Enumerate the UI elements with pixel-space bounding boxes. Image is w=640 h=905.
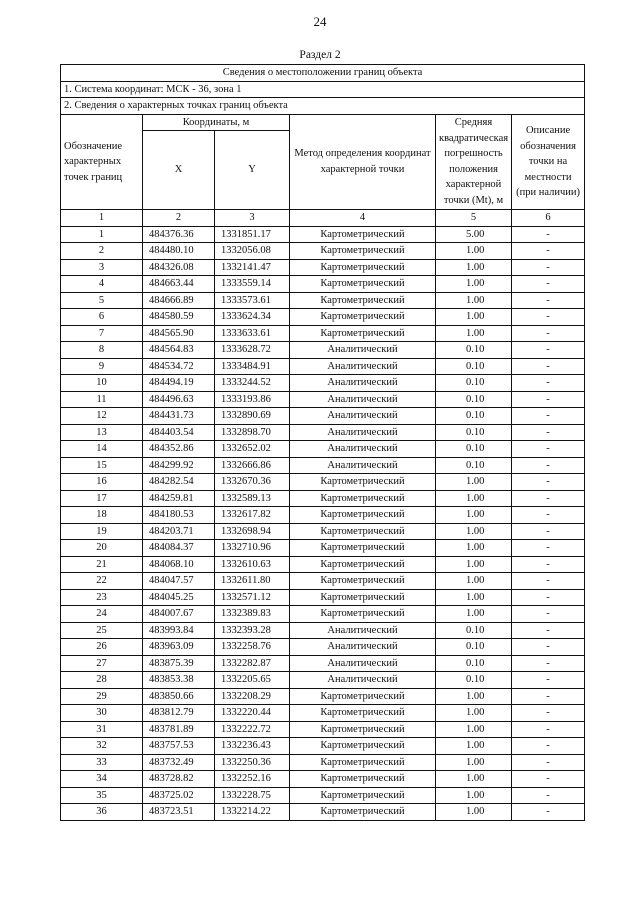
mean-error: 0.10 xyxy=(436,375,512,392)
table-row xyxy=(61,358,585,375)
header-y: Y xyxy=(215,131,290,210)
coord-y: 1332208.29 xyxy=(215,688,290,705)
table-row xyxy=(61,672,585,689)
point-number: 19 xyxy=(61,523,143,540)
point-number: 12 xyxy=(61,408,143,425)
description: - xyxy=(512,358,585,375)
point-number: 13 xyxy=(61,424,143,441)
table-row xyxy=(61,408,585,425)
description: - xyxy=(512,391,585,408)
mean-error: 1.00 xyxy=(436,325,512,342)
mean-error: 1.00 xyxy=(436,721,512,738)
coord-x: 484352.86 xyxy=(143,441,215,458)
table-row xyxy=(61,705,585,722)
description: - xyxy=(512,259,585,276)
table-row xyxy=(61,490,585,507)
coord-x: 484580.59 xyxy=(143,309,215,326)
coordinate-system: 1. Система координат: МСК - 36, зона 1 xyxy=(61,81,585,98)
coord-x: 484047.57 xyxy=(143,573,215,590)
description: - xyxy=(512,589,585,606)
section-title: Раздел 2 xyxy=(299,49,341,61)
coord-x: 483853.38 xyxy=(143,672,215,689)
coord-x: 484282.54 xyxy=(143,474,215,491)
coord-x: 483725.02 xyxy=(143,787,215,804)
method: Аналитический xyxy=(290,375,436,392)
coord-x: 484403.54 xyxy=(143,424,215,441)
coord-x: 484180.53 xyxy=(143,507,215,524)
table-row xyxy=(61,787,585,804)
coord-y: 1332710.96 xyxy=(215,540,290,557)
point-number: 26 xyxy=(61,639,143,656)
coord-y: 1332571.12 xyxy=(215,589,290,606)
coord-y: 1332652.02 xyxy=(215,441,290,458)
method: Картометрический xyxy=(290,804,436,821)
point-number: 36 xyxy=(61,804,143,821)
mean-error: 1.00 xyxy=(436,738,512,755)
method: Аналитический xyxy=(290,655,436,672)
method: Аналитический xyxy=(290,441,436,458)
method: Картометрический xyxy=(290,243,436,260)
mean-error: 0.10 xyxy=(436,457,512,474)
table-row xyxy=(61,474,585,491)
point-number: 15 xyxy=(61,457,143,474)
points-heading: 2. Сведения о характерных точках границ объекта xyxy=(61,98,585,115)
description: - xyxy=(512,292,585,309)
coord-y: 1333624.34 xyxy=(215,309,290,326)
coord-y: 1332250.36 xyxy=(215,754,290,771)
table-row xyxy=(61,243,585,260)
point-number: 34 xyxy=(61,771,143,788)
method: Картометрический xyxy=(290,474,436,491)
description: - xyxy=(512,523,585,540)
table-row xyxy=(61,573,585,590)
point-number: 1 xyxy=(61,226,143,243)
coord-y: 1332222.72 xyxy=(215,721,290,738)
point-number: 7 xyxy=(61,325,143,342)
method: Картометрический xyxy=(290,771,436,788)
coord-y: 1332258.76 xyxy=(215,639,290,656)
method: Картометрический xyxy=(290,523,436,540)
column-number: 6 xyxy=(512,210,585,227)
point-number: 2 xyxy=(61,243,143,260)
mean-error: 0.10 xyxy=(436,655,512,672)
coord-x: 484565.90 xyxy=(143,325,215,342)
point-number: 35 xyxy=(61,787,143,804)
description: - xyxy=(512,424,585,441)
method: Картометрический xyxy=(290,556,436,573)
column-number: 3 xyxy=(215,210,290,227)
coord-y: 1331851.17 xyxy=(215,226,290,243)
coord-x: 483875.39 xyxy=(143,655,215,672)
table-row xyxy=(61,622,585,639)
point-number: 20 xyxy=(61,540,143,557)
mean-error: 1.00 xyxy=(436,589,512,606)
description: - xyxy=(512,705,585,722)
table-row xyxy=(61,639,585,656)
method: Картометрический xyxy=(290,754,436,771)
point-number: 3 xyxy=(61,259,143,276)
coord-x: 484259.81 xyxy=(143,490,215,507)
coord-y: 1332282.87 xyxy=(215,655,290,672)
coord-y: 1332898.70 xyxy=(215,424,290,441)
description: - xyxy=(512,787,585,804)
coord-x: 484376.36 xyxy=(143,226,215,243)
method: Картометрический xyxy=(290,606,436,623)
point-number: 9 xyxy=(61,358,143,375)
coord-y: 1332056.08 xyxy=(215,243,290,260)
table-row xyxy=(61,688,585,705)
coord-x: 484203.71 xyxy=(143,523,215,540)
coord-x: 483723.51 xyxy=(143,804,215,821)
coord-y: 1333244.52 xyxy=(215,375,290,392)
point-number: 33 xyxy=(61,754,143,771)
mean-error: 0.10 xyxy=(436,358,512,375)
method: Картометрический xyxy=(290,705,436,722)
coord-y: 1332890.69 xyxy=(215,408,290,425)
coord-x: 484494.19 xyxy=(143,375,215,392)
description: - xyxy=(512,490,585,507)
coord-x: 483757.53 xyxy=(143,738,215,755)
description: - xyxy=(512,507,585,524)
mean-error: 0.10 xyxy=(436,622,512,639)
description: - xyxy=(512,375,585,392)
coord-y: 1332228.75 xyxy=(215,787,290,804)
description: - xyxy=(512,688,585,705)
point-number: 29 xyxy=(61,688,143,705)
method: Аналитический xyxy=(290,639,436,656)
coord-y: 1332589.13 xyxy=(215,490,290,507)
table-row xyxy=(61,259,585,276)
coord-x: 484326.08 xyxy=(143,259,215,276)
method: Аналитический xyxy=(290,408,436,425)
coord-y: 1333484.91 xyxy=(215,358,290,375)
description: - xyxy=(512,457,585,474)
mean-error: 1.00 xyxy=(436,705,512,722)
coord-y: 1332236.43 xyxy=(215,738,290,755)
mean-error: 1.00 xyxy=(436,523,512,540)
method: Аналитический xyxy=(290,622,436,639)
table-row xyxy=(61,309,585,326)
mean-error: 5.00 xyxy=(436,226,512,243)
point-number: 16 xyxy=(61,474,143,491)
table-row xyxy=(61,771,585,788)
method: Аналитический xyxy=(290,358,436,375)
description: - xyxy=(512,342,585,359)
method: Картометрический xyxy=(290,325,436,342)
table-row xyxy=(61,523,585,540)
table-row xyxy=(61,540,585,557)
mean-error: 1.00 xyxy=(436,540,512,557)
page-number: 24 xyxy=(313,14,327,29)
description: - xyxy=(512,325,585,342)
point-number: 18 xyxy=(61,507,143,524)
column-number: 1 xyxy=(61,210,143,227)
mean-error: 0.10 xyxy=(436,672,512,689)
description: - xyxy=(512,771,585,788)
description: - xyxy=(512,441,585,458)
header-description: Описание обозначения точки на местности (при наличии) xyxy=(512,114,585,210)
header-error: Средняя квадратическая погрешность положения характерной точки (Mt), м xyxy=(436,114,512,210)
table-row xyxy=(61,276,585,293)
method: Картометрический xyxy=(290,259,436,276)
method: Картометрический xyxy=(290,276,436,293)
mean-error: 0.10 xyxy=(436,342,512,359)
mean-error: 1.00 xyxy=(436,556,512,573)
coord-x: 483728.82 xyxy=(143,771,215,788)
table-row xyxy=(61,507,585,524)
mean-error: 1.00 xyxy=(436,688,512,705)
mean-error: 1.00 xyxy=(436,787,512,804)
method: Картометрический xyxy=(290,309,436,326)
mean-error: 1.00 xyxy=(436,243,512,260)
description: - xyxy=(512,573,585,590)
table-row xyxy=(61,391,585,408)
coord-x: 484431.73 xyxy=(143,408,215,425)
header-x: X xyxy=(143,131,215,210)
method: Аналитический xyxy=(290,391,436,408)
mean-error: 1.00 xyxy=(436,490,512,507)
coord-y: 1332611.80 xyxy=(215,573,290,590)
method: Аналитический xyxy=(290,457,436,474)
method: Картометрический xyxy=(290,721,436,738)
mean-error: 1.00 xyxy=(436,276,512,293)
point-number: 10 xyxy=(61,375,143,392)
description: - xyxy=(512,556,585,573)
table-row xyxy=(61,424,585,441)
column-number: 5 xyxy=(436,210,512,227)
coord-y: 1333633.61 xyxy=(215,325,290,342)
coord-y: 1332214.22 xyxy=(215,804,290,821)
mean-error: 1.00 xyxy=(436,771,512,788)
coord-x: 484299.92 xyxy=(143,457,215,474)
point-number: 14 xyxy=(61,441,143,458)
mean-error: 1.00 xyxy=(436,474,512,491)
column-numbers-row xyxy=(61,210,585,227)
description: - xyxy=(512,622,585,639)
point-number: 21 xyxy=(61,556,143,573)
column-number: 2 xyxy=(143,210,215,227)
coord-x: 483781.89 xyxy=(143,721,215,738)
point-number: 32 xyxy=(61,738,143,755)
mean-error: 1.00 xyxy=(436,292,512,309)
description: - xyxy=(512,721,585,738)
coord-x: 484068.10 xyxy=(143,556,215,573)
table-row xyxy=(61,457,585,474)
coord-y: 1332666.86 xyxy=(215,457,290,474)
table-row xyxy=(61,342,585,359)
mean-error: 1.00 xyxy=(436,573,512,590)
coord-x: 484534.72 xyxy=(143,358,215,375)
coord-y: 1332617.82 xyxy=(215,507,290,524)
mean-error: 1.00 xyxy=(436,754,512,771)
method: Аналитический xyxy=(290,342,436,359)
mean-error: 0.10 xyxy=(436,424,512,441)
table-row xyxy=(61,738,585,755)
coord-y: 1333193.86 xyxy=(215,391,290,408)
description: - xyxy=(512,672,585,689)
coord-x: 483850.66 xyxy=(143,688,215,705)
method: Аналитический xyxy=(290,424,436,441)
mean-error: 1.00 xyxy=(436,507,512,524)
point-number: 31 xyxy=(61,721,143,738)
coord-x: 484084.37 xyxy=(143,540,215,557)
boundary-points-table xyxy=(60,64,585,821)
method: Аналитический xyxy=(290,672,436,689)
table-row xyxy=(61,325,585,342)
description: - xyxy=(512,655,585,672)
mean-error: 1.00 xyxy=(436,606,512,623)
method: Картометрический xyxy=(290,573,436,590)
point-number: 30 xyxy=(61,705,143,722)
table-row xyxy=(61,589,585,606)
point-number: 25 xyxy=(61,622,143,639)
description: - xyxy=(512,276,585,293)
method: Картометрический xyxy=(290,540,436,557)
header-designation: Обозначение характерных точек границ xyxy=(61,114,143,210)
point-number: 6 xyxy=(61,309,143,326)
coord-x: 483993.84 xyxy=(143,622,215,639)
table-row xyxy=(61,375,585,392)
coord-y: 1332610.63 xyxy=(215,556,290,573)
column-number: 4 xyxy=(290,210,436,227)
coord-y: 1333628.72 xyxy=(215,342,290,359)
method: Картометрический xyxy=(290,507,436,524)
description: - xyxy=(512,408,585,425)
point-number: 28 xyxy=(61,672,143,689)
coord-x: 484496.63 xyxy=(143,391,215,408)
coord-x: 483963.09 xyxy=(143,639,215,656)
method: Картометрический xyxy=(290,688,436,705)
description: - xyxy=(512,540,585,557)
method: Картометрический xyxy=(290,787,436,804)
method: Картометрический xyxy=(290,589,436,606)
description: - xyxy=(512,474,585,491)
point-number: 27 xyxy=(61,655,143,672)
mean-error: 0.10 xyxy=(436,391,512,408)
coord-y: 1333559.14 xyxy=(215,276,290,293)
coord-y: 1332670.36 xyxy=(215,474,290,491)
table-row xyxy=(61,226,585,243)
coord-x: 484045.25 xyxy=(143,589,215,606)
mean-error: 1.00 xyxy=(436,804,512,821)
description: - xyxy=(512,226,585,243)
mean-error: 0.10 xyxy=(436,639,512,656)
mean-error: 1.00 xyxy=(436,309,512,326)
point-number: 23 xyxy=(61,589,143,606)
point-number: 8 xyxy=(61,342,143,359)
point-number: 22 xyxy=(61,573,143,590)
point-number: 24 xyxy=(61,606,143,623)
table-row xyxy=(61,606,585,623)
method: Картометрический xyxy=(290,738,436,755)
description: - xyxy=(512,606,585,623)
coord-y: 1333573.61 xyxy=(215,292,290,309)
table-row xyxy=(61,292,585,309)
coord-x: 484480.10 xyxy=(143,243,215,260)
point-number: 5 xyxy=(61,292,143,309)
coord-y: 1332205.65 xyxy=(215,672,290,689)
method: Картометрический xyxy=(290,490,436,507)
description: - xyxy=(512,738,585,755)
table-row xyxy=(61,804,585,821)
coord-y: 1332393.28 xyxy=(215,622,290,639)
header-method: Метод определения координат характерной точки xyxy=(290,114,436,210)
description: - xyxy=(512,804,585,821)
point-number: 17 xyxy=(61,490,143,507)
table-row xyxy=(61,655,585,672)
coord-x: 483732.49 xyxy=(143,754,215,771)
coord-x: 484007.67 xyxy=(143,606,215,623)
description: - xyxy=(512,309,585,326)
coord-x: 484663.44 xyxy=(143,276,215,293)
table-row xyxy=(61,754,585,771)
mean-error: 0.10 xyxy=(436,441,512,458)
table-row xyxy=(61,441,585,458)
coord-y: 1332389.83 xyxy=(215,606,290,623)
coord-y: 1332220.44 xyxy=(215,705,290,722)
mean-error: 1.00 xyxy=(436,259,512,276)
description: - xyxy=(512,754,585,771)
description: - xyxy=(512,639,585,656)
point-number: 11 xyxy=(61,391,143,408)
coord-y: 1332698.94 xyxy=(215,523,290,540)
coord-x: 483812.79 xyxy=(143,705,215,722)
coord-x: 484666.89 xyxy=(143,292,215,309)
table-row xyxy=(61,556,585,573)
point-number: 4 xyxy=(61,276,143,293)
coord-x: 484564.83 xyxy=(143,342,215,359)
description: - xyxy=(512,243,585,260)
mean-error: 0.10 xyxy=(436,408,512,425)
coord-y: 1332252.16 xyxy=(215,771,290,788)
method: Картометрический xyxy=(290,226,436,243)
table-row xyxy=(61,721,585,738)
method: Картометрический xyxy=(290,292,436,309)
coord-y: 1332141.47 xyxy=(215,259,290,276)
header-coordinates: Координаты, м xyxy=(143,114,290,131)
table-title: Сведения о местоположении границ объекта xyxy=(61,65,585,82)
